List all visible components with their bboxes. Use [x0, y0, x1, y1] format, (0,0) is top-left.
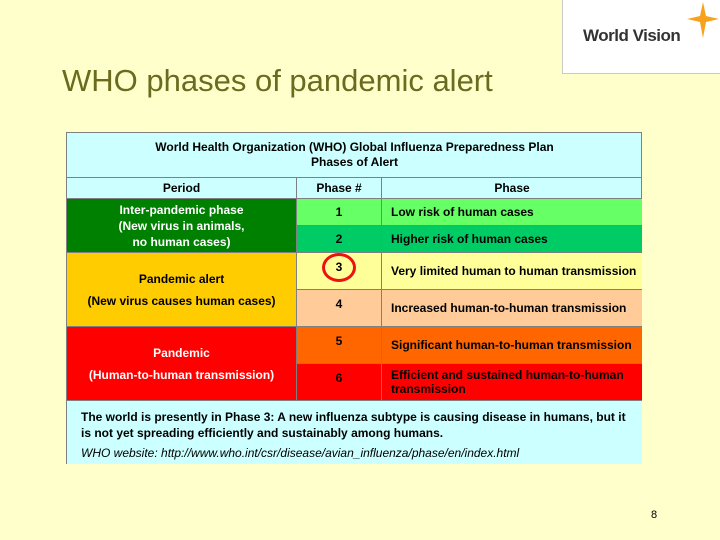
phase-number-1: 1 [297, 199, 382, 226]
page-title: WHO phases of pandemic alert [62, 63, 493, 98]
period-inter-pandemic-line3: no human cases) [132, 234, 231, 249]
phase-description-4: Increased human-to-human transmission [382, 290, 642, 327]
phase-description-5: Significant human-to-human transmission [382, 327, 642, 364]
logo [562, 0, 720, 74]
phases-table [66, 132, 642, 464]
phase-description-6: Efficient and sustained human-to-human transmission [382, 364, 642, 401]
phase-number-3: 3 [297, 253, 382, 290]
column-header-phase-number: Phase # [297, 178, 382, 199]
current-phase-note [67, 401, 642, 464]
table-header-line2: Phases of Alert [311, 155, 398, 169]
who-website-link[interactable]: WHO website: http://www.who.int/csr/disease/avian_influenza/phase/en/index.html [81, 446, 520, 460]
table-header-title [67, 133, 642, 178]
phase-description-1: Low risk of human cases [382, 199, 642, 226]
period-pandemic-alert-line2: (New virus causes human cases) [87, 293, 276, 308]
logo-text: World Vision [583, 26, 681, 45]
page-number: 8 [651, 509, 658, 521]
period-inter-pandemic-line2: (New virus in animals, [118, 218, 245, 233]
current-phase-statement: The world is presently in Phase 3: A new influenza subtype is causing disease in humans, but it is not yet spreading efficiently and sustainably among humans. [81, 410, 626, 440]
period-inter-pandemic [67, 199, 297, 253]
table-header-line1: World Health Organization (WHO) Global Influenza Preparedness Plan [155, 140, 554, 154]
phase-number-5: 5 [297, 327, 382, 364]
phase-description-2: Higher risk of human cases [382, 226, 642, 253]
current-phase-highlight-circle [322, 253, 356, 282]
period-pandemic-line1: Pandemic [153, 345, 210, 360]
column-header-period: Period [67, 178, 297, 199]
phase-number-4: 4 [297, 290, 382, 327]
period-pandemic [67, 327, 297, 401]
period-pandemic-alert-line1: Pandemic alert [138, 271, 225, 286]
period-pandemic-alert [67, 253, 297, 327]
period-pandemic-line2: (Human-to-human transmission) [88, 367, 275, 382]
star-sparkle-icon [685, 0, 720, 40]
phase-number-6: 6 [297, 364, 382, 401]
phase-description-3: Very limited human to human transmission [382, 253, 642, 290]
phase-number-2: 2 [297, 226, 382, 253]
period-inter-pandemic-line1: Inter-pandemic phase [119, 202, 244, 217]
column-header-phase: Phase [382, 178, 642, 199]
